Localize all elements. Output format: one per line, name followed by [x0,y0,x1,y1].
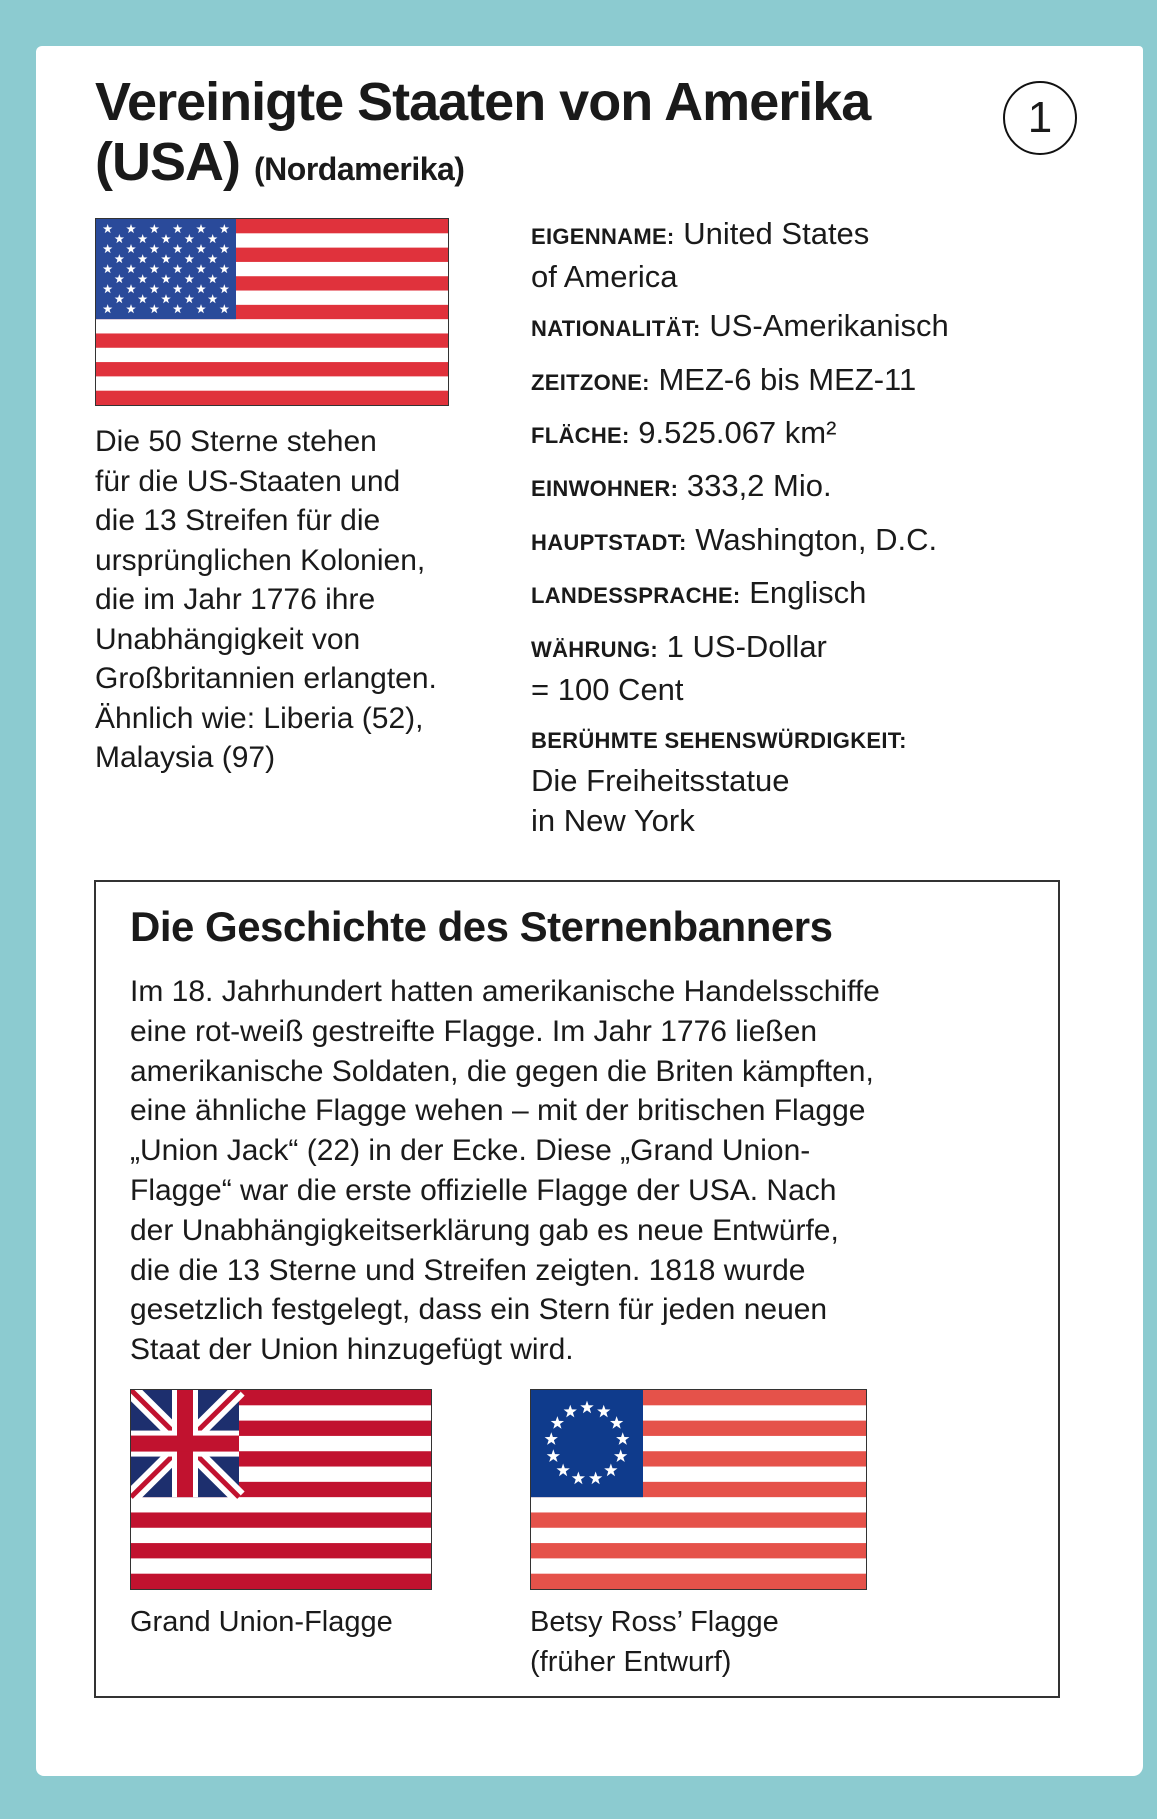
stripe [131,1543,431,1558]
history-line: Staat der Union hinzugefügt wird. [130,1333,574,1367]
fact-row [531,413,836,456]
fact-row [531,520,937,563]
stripe [531,1543,866,1558]
fact-row [531,360,916,403]
fact-value: Washington, D.C. [695,522,938,557]
stripe [531,1512,866,1527]
fact-line [531,466,832,509]
fact-line [531,413,836,456]
cross-red [131,1436,239,1452]
history-line: „Union Jack“ (22) in der Ecke. Diese „Grand Union- [130,1134,811,1168]
description-line: Die 50 Sterne stehen [95,425,377,458]
fact-label: NATIONALITÄT: [531,316,701,341]
fact-row [531,214,869,297]
fact-value-continued: of America [531,259,678,294]
history-line: die die 13 Sterne und Streifen zeigten. 1818 wurde [130,1253,806,1287]
fact-value: MEZ-6 bis MEZ-11 [658,362,917,397]
fact-value: Englisch [749,575,867,610]
fact-line [531,627,827,670]
fact-row [531,573,866,616]
fact-line [531,360,916,403]
fact-value: US-Amerikanisch [709,308,949,343]
card-number: 1 [1003,81,1077,155]
stripe [131,1512,431,1527]
fact-label: LANDESSPRACHE: [531,583,741,608]
description-line: die 13 Streifen für die [95,504,381,537]
betsy-ross-caption [530,1602,779,1682]
history-line: gesetzlich festgelegt, dass ein Stern für jeden neuen [130,1293,828,1327]
stripe [96,391,448,405]
history-heading: Die Geschichte des Sternenbanners [130,903,833,950]
fact-value: 1 US-Dollar [666,629,827,664]
fact-line [531,306,949,349]
fact-line [531,573,866,616]
title-line-2 [95,132,870,199]
description-line: die im Jahr 1776 ihre [95,583,376,616]
fact-label: EINWOHNER: [531,476,679,501]
fact-value: 9.525.067 km² [638,415,837,450]
description-line: für die US-Staaten und [95,464,401,498]
history-line: eine ähnliche Flagge wehen – mit der britischen Flagge [130,1094,866,1128]
region: (Nordamerika) [254,151,465,187]
fact-row [531,306,949,349]
stripe [131,1574,431,1589]
title-abbrev: (USA) [95,132,240,192]
fact-row [531,718,907,841]
flag-description [95,422,437,778]
description-line: Malaysia (97) [95,741,276,774]
description-line: Ähnlich wie: Liberia (52), [95,701,424,735]
fact-label: BERÜHMTE SEHENSWÜRDIGKEIT: [531,728,907,753]
fact-line [531,214,869,257]
history-line: eine rot-weiß gestreifte Flagge. Im Jahr 1776 ließen [130,1014,817,1048]
stripe [96,362,448,376]
title-line-1: Vereinigte Staaten von Amerika [95,72,871,132]
stripe [531,1574,866,1589]
grand-union-caption: Grand Union-Flagge [130,1606,393,1638]
history-line: amerikanische Soldaten, die gegen die Briten kämpften, [130,1054,874,1088]
fact-row [531,466,832,509]
description-line: ursprünglichen Kolonien, [95,543,426,577]
fact-label: HAUPTSTADT: [531,530,687,555]
caption-line: Betsy Ross’ Flagge [530,1606,779,1638]
fact-value: Die Freiheitsstatue [531,763,790,798]
fact-row [531,627,827,710]
fact-label: FLÄCHE: [531,423,630,448]
description-line: Unabhängigkeit von [95,622,361,656]
history-text [130,972,880,1370]
fact-value-continued: = 100 Cent [531,672,684,707]
fact-label: EIGENNAME: [531,224,675,249]
caption-line: (früher Entwurf) [530,1646,732,1678]
betsy-ross-flag [530,1389,867,1590]
fact-value: United States [683,216,870,251]
history-line: Im 18. Jahrhundert hatten amerikanische Handelsschiffe [130,975,880,1008]
history-line: Flagge“ war die erste offizielle Flagge der USA. Nach [130,1173,837,1207]
fact-label: WÄHRUNG: [531,637,659,662]
page-title [95,72,870,199]
description-line: Großbritannien erlangten. [95,662,437,695]
grand-union-flag [130,1389,432,1590]
fact-line [531,718,907,761]
us-flag [95,218,449,406]
stripe [96,333,448,347]
fact-label: ZEITZONE: [531,370,650,395]
fact-line [531,520,937,563]
history-line: der Unabhängigkeitserklärung gab es neue Entwürfe, [130,1213,839,1247]
fact-value: 333,2 Mio. [686,468,832,503]
fact-value-continued: in New York [531,803,695,838]
